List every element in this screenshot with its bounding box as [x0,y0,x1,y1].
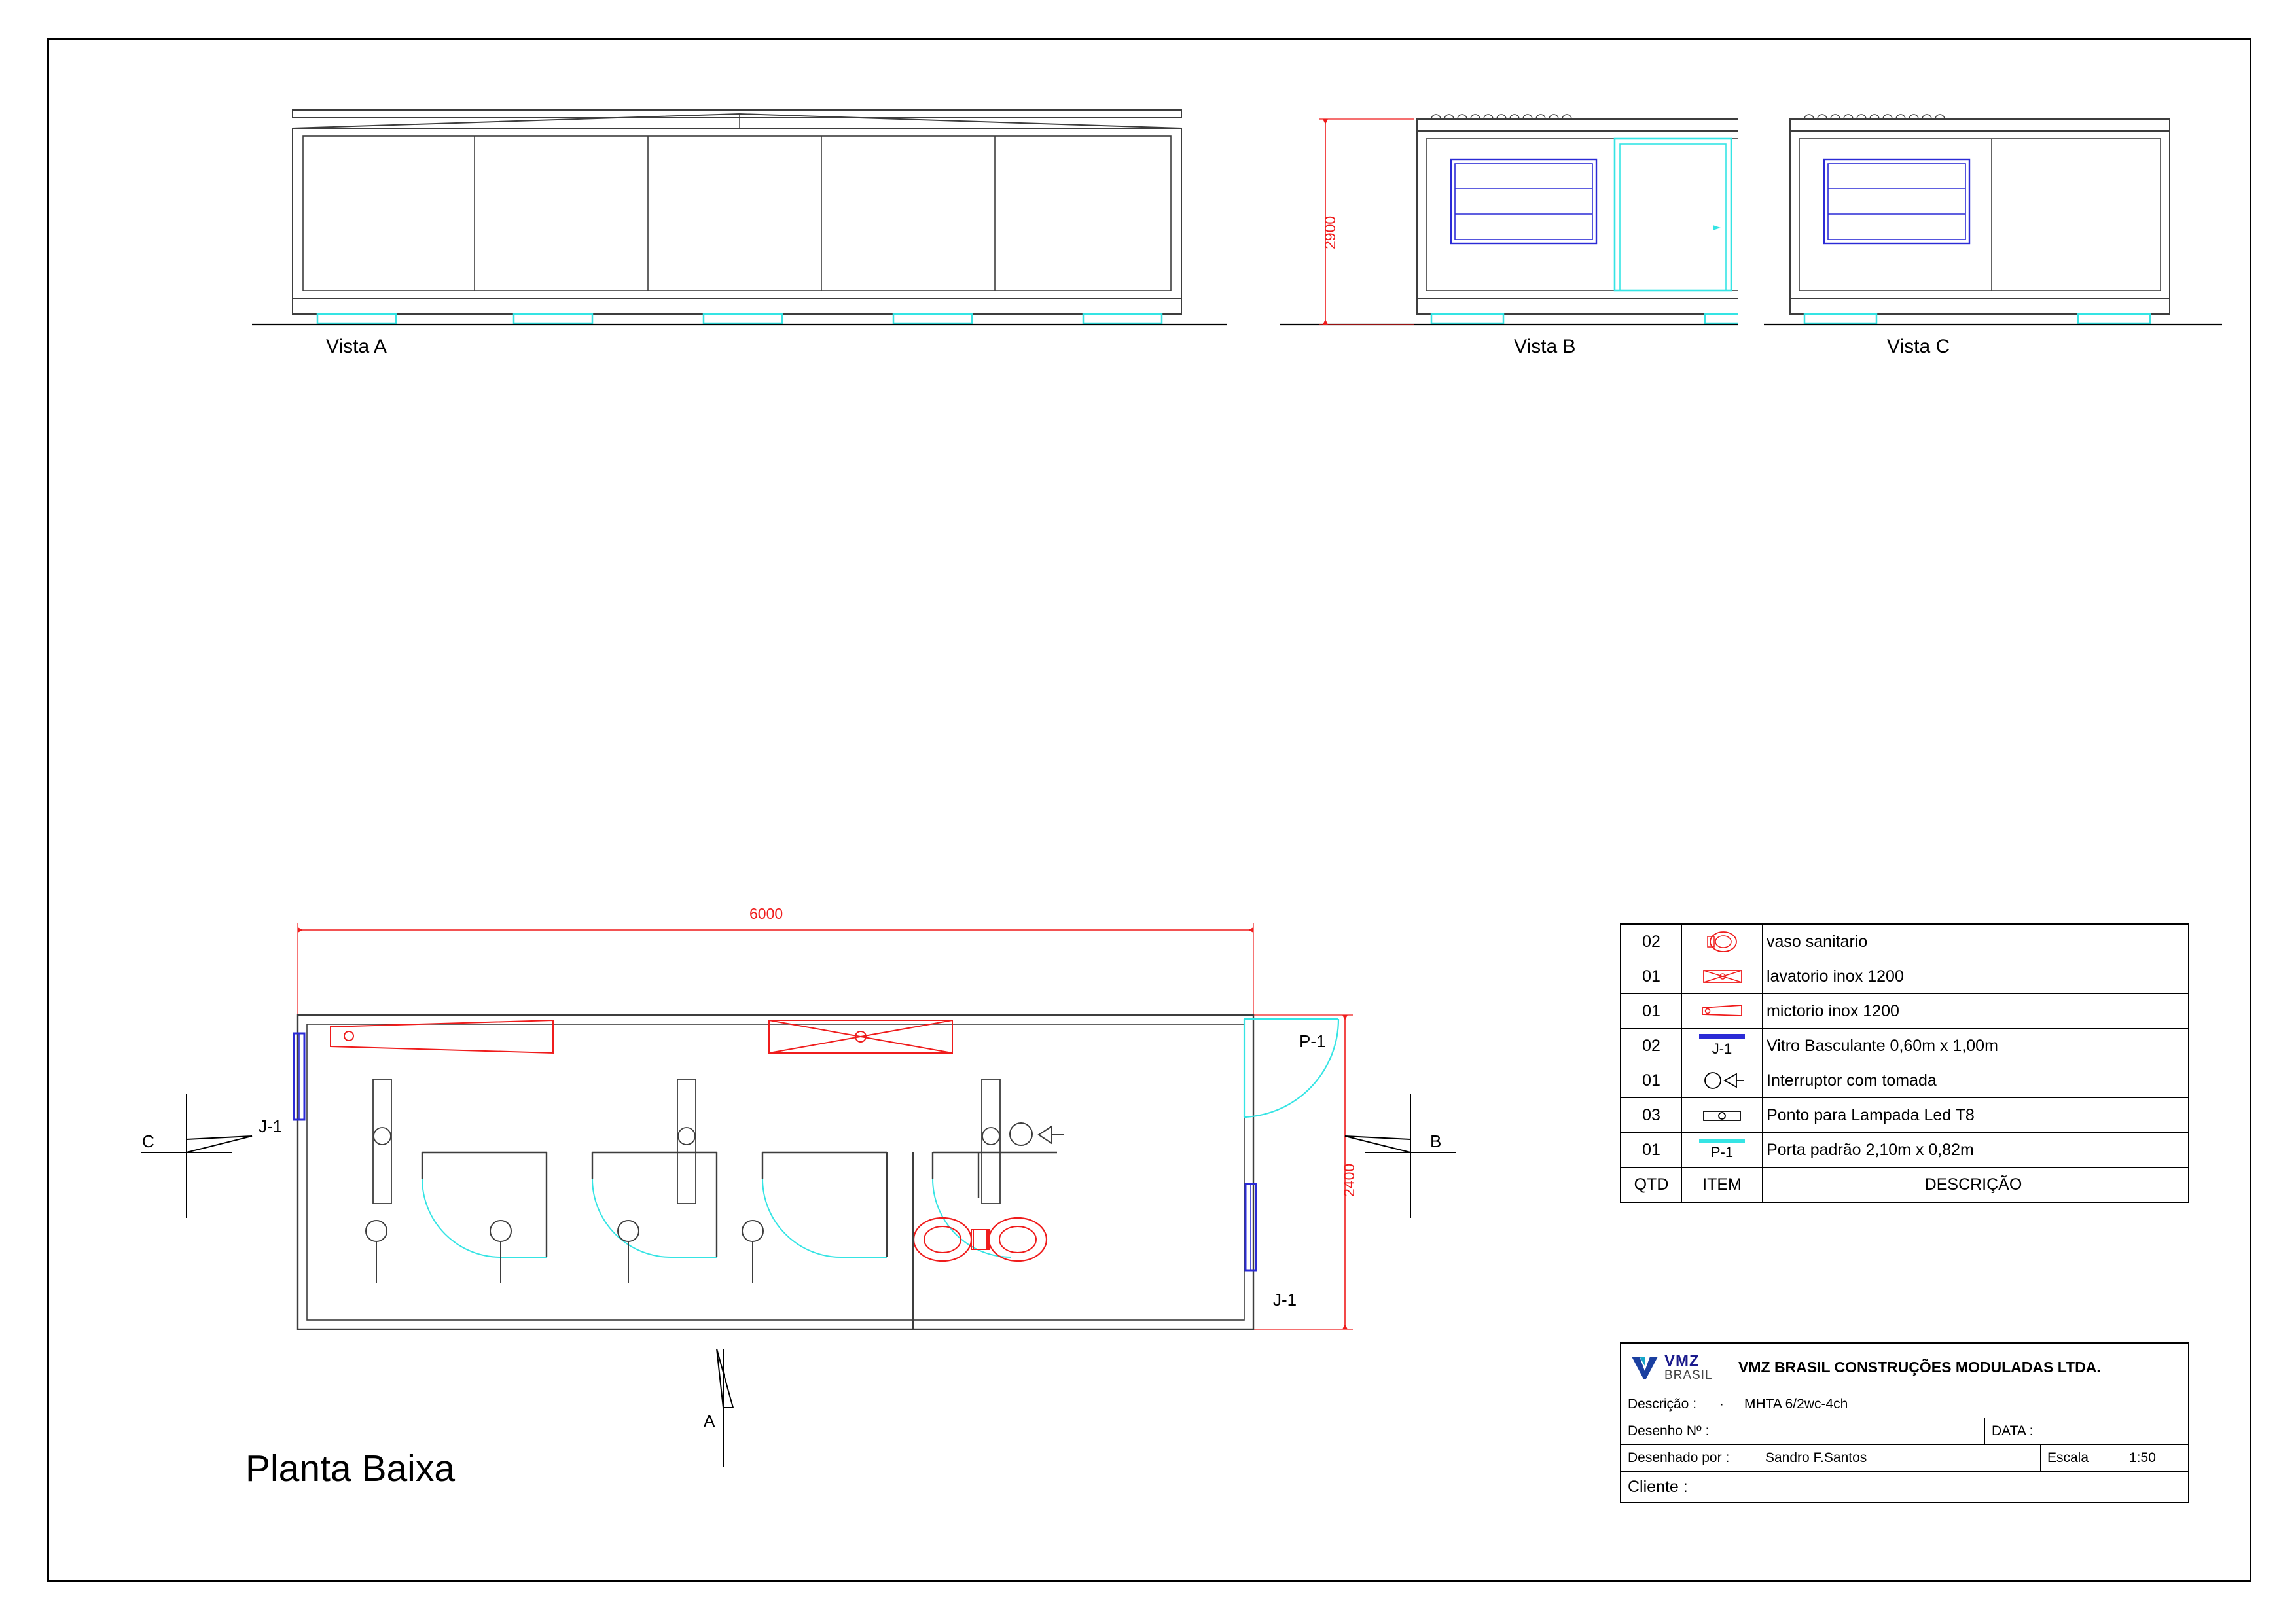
legend-row-vaso [1621,924,2189,959]
legend-desc: Porta padrão 2,10m x 0,82m [1763,1133,2189,1168]
dimension-width-6000: 6000 [749,905,783,922]
legend-row-interruptor [1621,1063,2189,1098]
section-mark-c-label: C [142,1132,154,1151]
section-mark-b-label: B [1430,1132,1442,1151]
legend-desc: Vitro Basculante 0,60m x 1,00m [1763,1029,2189,1063]
company-name: VMZ BRASIL CONSTRUÇÕES MODULADAS LTDA. [1738,1358,2101,1376]
vmz-logo-icon [1630,1354,1659,1380]
escala-value: 1:50 [2129,1450,2156,1465]
window-tag-label: J-1 [1712,1041,1732,1057]
urinal-icon [1682,994,1763,1029]
legend-desc: vaso sanitario [1763,924,2189,959]
door-tag-label: P-1 [1710,1144,1734,1160]
legend-qtd: 01 [1621,1133,1682,1168]
row-desenho [1621,1418,2188,1445]
desenhado-label: Desenhado por : [1628,1450,1730,1465]
logo-line-2: BRASIL [1664,1368,1713,1382]
view-label-a: Vista A [326,336,387,357]
legend-qtd: 02 [1621,1029,1682,1063]
legend-row-janela [1621,1029,2189,1063]
legend-header-item: ITEM [1682,1168,1763,1203]
plan-tag-window-left: J-1 [259,1116,283,1136]
elevation-view-c [1764,96,2222,541]
view-label-b: Vista B [1514,336,1576,357]
legend-qtd: 01 [1621,1063,1682,1098]
cliente-label: Cliente : [1628,1477,1688,1496]
legend-desc: lavatorio inox 1200 [1763,959,2189,994]
legend-table [1620,923,2189,1203]
descricao-value[interactable]: MHTA 6/2wc-4ch [1744,1397,1848,1412]
legend-qtd: 01 [1621,994,1682,1029]
legend-qtd: 03 [1621,1098,1682,1133]
escala-label: Escala [2040,1445,2123,1471]
legend-header-qtd: QTD [1621,1168,1682,1203]
row-cliente [1621,1472,2188,1502]
dimension-height-2900: 2900 [1321,215,1338,249]
legend-row-lavatorio [1621,959,2189,994]
window-icon [1682,1029,1763,1063]
legend-desc: Interruptor com tomada [1763,1063,2189,1098]
row-descricao [1621,1391,2188,1418]
data-label: DATA : [1984,1418,2188,1444]
section-mark-a-label: A [704,1411,715,1431]
switch-outlet-icon [1682,1063,1763,1098]
desenhado-value[interactable]: Sandro F.Santos [1765,1450,1867,1465]
elevation-view-b [1280,96,1738,541]
legend-qtd: 01 [1621,959,1682,994]
toilet-icon [1682,924,1763,959]
elevation-view-a [252,96,1227,541]
legend-desc: mictorio inox 1200 [1763,994,2189,1029]
title-block-logo-row [1621,1344,2188,1391]
sink-icon [1682,959,1763,994]
legend-header-desc: DESCRIÇÃO [1763,1168,2189,1203]
page-title: Planta Baixa [245,1448,456,1489]
plan-tag-window-right: J-1 [1273,1290,1297,1310]
row-desenhado-por [1621,1445,2188,1472]
vmz-logo [1621,1353,1738,1382]
lamp-icon [1682,1098,1763,1133]
plan-tag-door: P-1 [1299,1031,1326,1051]
legend-row-lampada [1621,1098,2189,1133]
legend-row-mictorio [1621,994,2189,1029]
dimension-depth-2400: 2400 [1340,1163,1357,1197]
descricao-label: Descrição : [1628,1397,1697,1412]
desenho-label: Desenho Nº : [1628,1423,1710,1438]
legend-qtd: 02 [1621,924,1682,959]
door-icon [1682,1133,1763,1168]
descricao-dot: · [1719,1397,1724,1412]
legend-header-row [1621,1168,2189,1203]
legend-row-porta [1621,1133,2189,1168]
title-block [1620,1342,2189,1503]
drawing-sheet [47,38,2251,1582]
legend-desc: Ponto para Lampada Led T8 [1763,1098,2189,1133]
view-label-c: Vista C [1887,336,1950,357]
logo-line-1: VMZ [1664,1351,1700,1370]
